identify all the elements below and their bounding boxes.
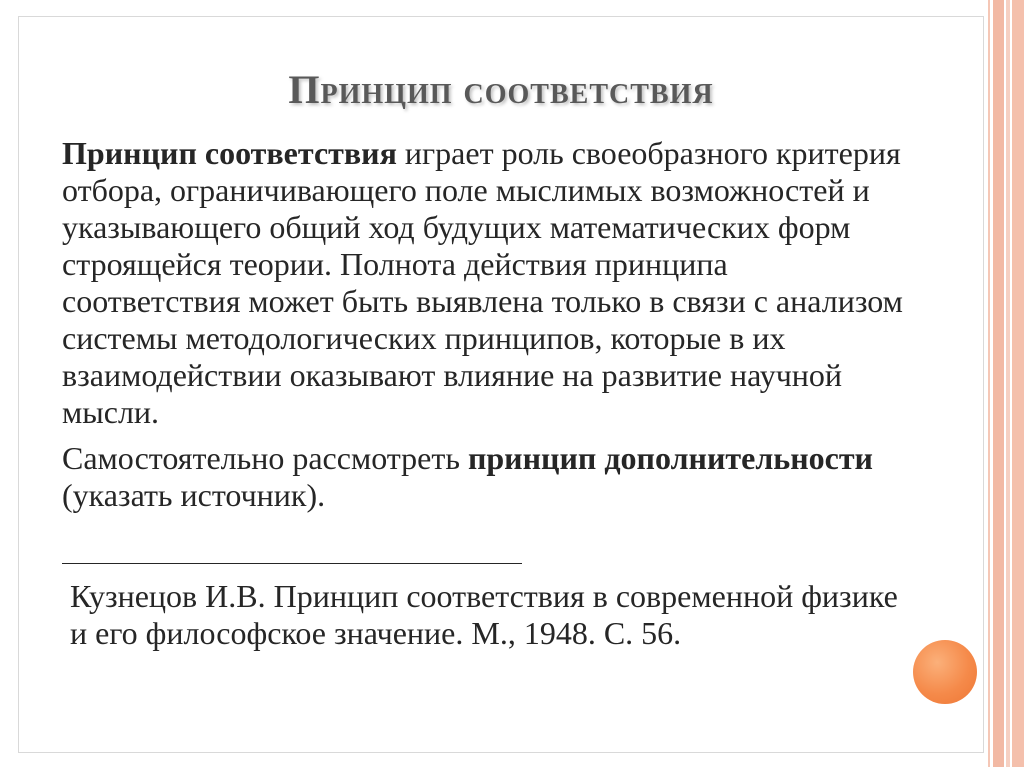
footnote: Кузнецов И.В. Принцип соответствия в современной физике и его философское значение. М., 1948. С. 56. bbox=[70, 578, 898, 651]
footnote-separator bbox=[62, 563, 522, 564]
paragraph-main-text: играет роль своеобразного критерия отбора, ограничивающего поле мыслимых возможностей и указывающего общий ход будущих математических форм строящейся теории. Полнота действия принципа соответствия может быть выявлена только в связи с анализом системы методологических принципов, которые в их взаимодействии оказывают влияние на развитие научной мысли. bbox=[62, 135, 903, 430]
bold-term: Принцип соответствия bbox=[62, 135, 397, 171]
decorative-circle bbox=[913, 640, 977, 704]
slide-body bbox=[62, 135, 912, 652]
paragraph-task bbox=[62, 440, 912, 514]
decorative-stripe bbox=[1012, 0, 1024, 767]
decorative-stripe bbox=[988, 0, 990, 767]
decorative-stripe bbox=[1006, 0, 1010, 767]
task-prefix: Самостоятельно рассмотреть bbox=[62, 440, 468, 476]
task-suffix: (указать источник). bbox=[62, 477, 326, 513]
task-bold-term: принцип дополнительности bbox=[467, 440, 873, 476]
paragraph-main bbox=[62, 135, 912, 431]
slide-title: Принцип соответствия bbox=[288, 67, 714, 112]
decorative-stripe bbox=[993, 0, 1004, 767]
